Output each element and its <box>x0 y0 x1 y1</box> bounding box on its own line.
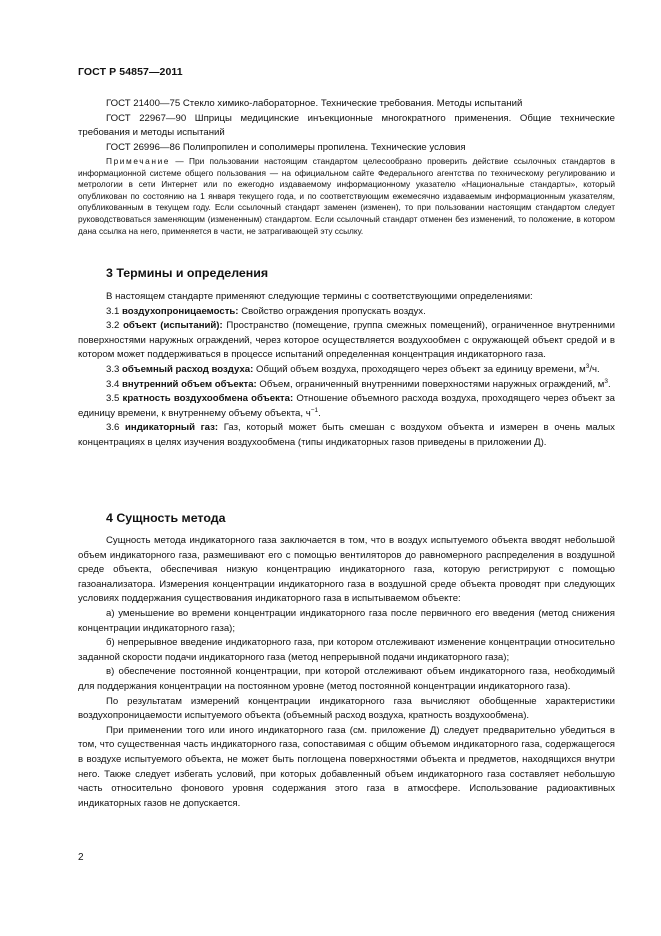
term-name: внутренний объем объекта: <box>122 378 257 390</box>
note-label: Примечание <box>106 156 171 166</box>
reference-item: ГОСТ 22967—90 Шприцы медицинские инъекционные многократного применения. Общие технические требования и методы испытаний <box>78 112 615 139</box>
normative-references <box>78 97 615 155</box>
method-item-b: б) непрерывное введение индикаторного газа, при котором отслеживают изменение концентрации относительно заданной скорости подачи индикаторного газа (метод непрерывной подачи индикаторного газа); <box>78 637 615 663</box>
reference-item: ГОСТ 21400—75 Стекло химико-лабораторное. Технические требования. Методы испытаний <box>106 98 523 109</box>
term-3-2: 3.2 объект (испытаний): Пространство (помещение, группа смежных помещений), ограниченное внутренними поверхностями наружных ограждений, через которое осуществляется воздухообмен с окружающей объект средой и в котором может поддерживаться в процессе испытаний определенная концентрация индикаторного газа. <box>78 320 616 361</box>
term-3-3: 3.3 объемный расход воздуха: Общий объем воздуха, проходящего через объект за единицу времени, $м^3/ч$. <box>106 362 600 375</box>
section-3-heading: 3 Термины и определения <box>106 266 269 280</box>
method-item-a: а) уменьшение во времени концентрации индикаторного газа после первичного его введения (метод снижения концентрации индикаторного газа); <box>78 607 615 634</box>
term-name: воздухопроницаемость: <box>122 305 239 317</box>
page-number: 2 <box>78 852 84 863</box>
term-3-1: 3.1 воздухопроницаемость: Свойство ограждения пропускать воздух. <box>106 305 426 317</box>
section-4 <box>78 511 615 811</box>
note-block <box>78 156 615 237</box>
section-4-heading: 4 Сущность метода <box>106 511 226 525</box>
term-name: индикаторный газ: <box>125 422 219 434</box>
note-body: — При пользовании настоящим стандартом целесообразно проверить действие ссылочных стандартов в информационной системе общего пользования — на официальном сайте Федерального агентства по техническому регулированию и метрологии в сети Интернет или по ежегодно издаваемому информационному указателю «Национальные стандарты», который опубликован по состоянию на 1 января текущего года, и по соответствующим ежемесячно издаваемым информационным указателям, опубликованным в текущем году. Если ссылочный стандарт заменен (изменен), то при пользовании настоящим стандартом следует руководствоваться заменяющим (измененным) стандартом. Если ссылочный стандарт отменен без изменений, то положение, в котором дана ссылка на него, применяется в части, не затрагивающей эту ссылку. <box>78 156 615 236</box>
term-3-6: 3.6 индикаторный газ: Газ, который может быть смешан с воздухом объекта и измерен в очень малых концентрациях в целях изучения воздухообмена (типы индикаторных газов приведены в приложении Д). <box>78 422 615 448</box>
term-name: объемный расход воздуха: <box>122 363 254 375</box>
term-3-5: 3.5 кратность воздухообмена объекта: Отношение объемного расхода воздуха, проходящего через объект за единицу времени, к внутреннему объему объекта, $ч^{-1}$. <box>78 393 615 419</box>
reference-item: ГОСТ 26996—86 Полипропилен и сополимеры пропилена. Технические условия <box>106 141 466 153</box>
section-3 <box>78 266 615 451</box>
section-4-paragraph: По результатам измерений концентрации индикаторного газа вычисляют обобщенные характеристики воздухопроницаемости испытуемого объекта (объемный расход воздуха, кратность воздухообмена). <box>78 695 615 722</box>
section-4-paragraph: Сущность метода индикаторного газа заключается в том, что в воздух испытуемого объекта вводят небольшой объем индикаторного газа, размешивают его с помощью вентиляторов до равномерного распределения в воздушной среде объекта, обеспечивая низкую концентрацию индикаторного газа, которую регистрируют с помощью газоанализатора. Измерения концентрации индикаторного газа в воздушной среде объекта проводят при следующих условиях поддержания существования индикаторного газа в испытываемом объекте: <box>78 535 615 605</box>
term-name: кратность воздухообмена объекта: <box>122 393 294 405</box>
section-4-paragraph: При применении того или иного индикаторного газа (см. приложение Д) следует предварительно убедиться в том, что существенная часть индикаторного газа, сопоставимая с общим объемом индикаторного газа, содержащегося в воздухе испытуемого объекта, не может быть поглощена поверхностями объекта и предметов, находящихся внутри него. Также следует избегать условий, при которых добавленный объем индикаторного газа составляет небольшую часть относительно фонового уровня содержания этого газа в атмосфере. Использование радиоактивных индикаторных газов не допускается. <box>78 724 615 809</box>
method-item-c: в) обеспечение постоянной концентрации, при которой отслеживают объем индикаторного газа, необходимый для поддержания концентрации на постоянном уровне (метод постоянной концентрации индикаторного газа). <box>78 666 615 692</box>
document-code-header: ГОСТ Р 54857—2011 <box>78 66 183 78</box>
term-3-4: 3.4 внутренний объем объекта: Объем, ограниченный внутренними поверхностями наружных ограждений, $м^3$. <box>106 377 611 390</box>
note-text <box>78 156 615 237</box>
term-name: объект (испытаний): <box>123 320 223 332</box>
section-3-intro: В настоящем стандарте применяют следующие термины с соответствующими определениями: <box>106 291 533 302</box>
